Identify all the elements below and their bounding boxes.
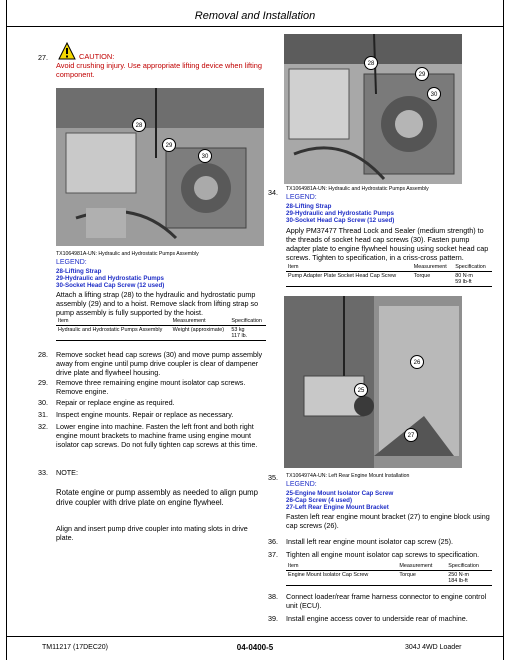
spec-table bbox=[286, 563, 492, 586]
table-cell: 80 N·m 59 lb-ft bbox=[453, 272, 492, 287]
spec-table bbox=[286, 264, 492, 287]
figure-caption: TX1064981A-UN: Hydraulic and Hydrostatic Pumps Assembly bbox=[56, 251, 199, 257]
table-header: Specification bbox=[229, 318, 266, 326]
step-number: 37. bbox=[268, 550, 278, 559]
table-header: Measurement bbox=[412, 264, 453, 272]
callout-28: 28 bbox=[132, 118, 146, 132]
callout-29: 29 bbox=[415, 67, 429, 81]
footer-manual-id: TM11217 (17DEC20) bbox=[42, 644, 109, 651]
table-header: Measurement bbox=[397, 563, 446, 571]
step-27-body: Attach a lifting strap (28) to the hydraulic and hydrostatic pump assembly (29) and to a hoist. Remove slack from lifting strap so pump assembly is fully supported by the hoist. bbox=[56, 290, 259, 317]
legend-item: 30-Socket Head Cap Screw (12 used) bbox=[286, 217, 395, 224]
legend-title: LEGEND: bbox=[286, 194, 317, 201]
step-text: Inspect engine mounts. Repair or replace as necessary. bbox=[56, 410, 234, 419]
legend-item: 26-Cap Screw (4 used) bbox=[286, 497, 353, 504]
legend-item: 25-Engine Mount Isolator Cap Screw bbox=[286, 490, 394, 497]
table-cell: Weight (approximate) bbox=[171, 326, 230, 341]
figure-caption: TX1064981A-UN: Hydraulic and Hydrostatic Pumps Assembly bbox=[286, 186, 429, 192]
callout-25: 25 bbox=[354, 383, 368, 397]
caution-text: Avoid crushing injury. Use appropriate lifting device when lifting component. bbox=[56, 61, 262, 79]
table-cell: Pump Adapter Plate Socket Head Cap Screw bbox=[286, 272, 412, 287]
step-text: Remove socket head cap screws (30) and move pump assembly away from engine until pump drive coupler is clear of dampener drive plate and flywheel housing. bbox=[56, 350, 263, 377]
caution-icon bbox=[58, 42, 76, 60]
engine-mount-photo bbox=[284, 296, 462, 468]
page-header: Removal and Installation bbox=[194, 10, 316, 22]
footer-model: 304J 4WD Loader bbox=[405, 644, 462, 651]
step-35-number: 35. bbox=[268, 473, 278, 482]
table-cell: 53 kg 117 lb. bbox=[229, 326, 266, 341]
note-text: Rotate engine or pump assembly as needed to align pump drive coupler with drive plate on engine flywheel. bbox=[56, 488, 258, 507]
legend-item: 28-Lifting Strap bbox=[286, 203, 332, 210]
step-number: 31. bbox=[38, 410, 48, 419]
step-35-body: Fasten left rear engine mount bracket (27) to engine block using cap screws (26). bbox=[286, 512, 490, 530]
table-cell: 250 N·m 184 lb-ft bbox=[446, 571, 492, 586]
step-text: Lower engine into machine. Fasten the left front and both right engine mount brackets to machine frame using engine mount isolator cap screws. Do not fully tighten cap screws at this time. bbox=[56, 422, 258, 449]
table-header: Item bbox=[56, 318, 171, 326]
callout-27: 27 bbox=[404, 428, 418, 442]
footer-page-number: 04-0400-5 bbox=[236, 643, 274, 652]
step-number: 30. bbox=[38, 398, 48, 407]
footer-rule bbox=[6, 636, 504, 637]
caution-label: CAUTION: bbox=[79, 52, 115, 61]
table-header: Specification bbox=[446, 563, 492, 571]
figure-caption: TX1064974A-UN: Left Rear Engine Mount Installation bbox=[286, 473, 410, 479]
table-header: Specification bbox=[453, 264, 492, 272]
header-rule bbox=[6, 26, 504, 27]
table-header: Item bbox=[286, 264, 412, 272]
legend-title: LEGEND: bbox=[286, 481, 317, 488]
legend-item: 29-Hydraulic and Hydrostatic Pumps bbox=[286, 210, 394, 217]
step-number: 32. bbox=[38, 422, 48, 431]
callout-28: 28 bbox=[364, 56, 378, 70]
table-cell: Hydraulic and Hydrostatic Pumps Assembly bbox=[56, 326, 171, 341]
step-text: Install left rear engine mount isolator cap screw (25). bbox=[286, 537, 453, 546]
table-header: Measurement bbox=[171, 318, 230, 326]
step-text: Install engine access cover to underside rear of machine. bbox=[286, 614, 468, 623]
table-cell: Torque bbox=[397, 571, 446, 586]
step-number: 29. bbox=[38, 378, 48, 387]
spec-table bbox=[56, 318, 266, 341]
legend-item: 30-Socket Head Cap Screw (12 used) bbox=[56, 282, 165, 289]
step-number: 28. bbox=[38, 350, 48, 359]
legend-item: 27-Left Rear Engine Mount Bracket bbox=[286, 504, 389, 511]
legend-title: LEGEND: bbox=[56, 259, 87, 266]
step-number: 39. bbox=[268, 614, 278, 623]
step-number: 36. bbox=[268, 537, 278, 546]
step-text: Repair or replace engine as required. bbox=[56, 398, 175, 407]
step-number: 38. bbox=[268, 592, 278, 601]
step-text: Connect loader/rear frame harness connector to engine control unit (ECU). bbox=[286, 592, 487, 610]
callout-30: 30 bbox=[198, 149, 212, 163]
table-cell: Engine Mount Isolator Cap Screw bbox=[286, 571, 397, 586]
legend-item: 29-Hydraulic and Hydrostatic Pumps bbox=[56, 275, 164, 282]
step-33-body: Align and insert pump drive coupler into mating slots in drive plate. bbox=[56, 524, 248, 542]
step-34-number: 34. bbox=[268, 188, 278, 197]
legend-item: 28-Lifting Strap bbox=[56, 268, 102, 275]
pump-assembly-photo bbox=[56, 88, 264, 246]
callout-29: 29 bbox=[162, 138, 176, 152]
step-27-number: 27. bbox=[38, 53, 48, 62]
table-header: Item bbox=[286, 563, 397, 571]
step-text: Tighten all engine mount isolator cap screws to specification. bbox=[286, 550, 480, 559]
step-33-number: 33. bbox=[38, 468, 48, 477]
callout-26: 26 bbox=[410, 355, 424, 369]
note-label: NOTE: bbox=[56, 468, 78, 477]
step-34-body: Apply PM37477 Thread Lock and Sealer (medium strength) to the threads of socket head cap screws (30). Fasten pump adapter plate to engine flywheel housing using socket head cap screws. Tighten to specification, in a criss-cross pattern. bbox=[286, 226, 489, 262]
table-cell: Torque bbox=[412, 272, 453, 287]
step-text: Remove three remaining engine mount isolator cap screws. Remove engine. bbox=[56, 378, 246, 396]
callout-30: 30 bbox=[427, 87, 441, 101]
